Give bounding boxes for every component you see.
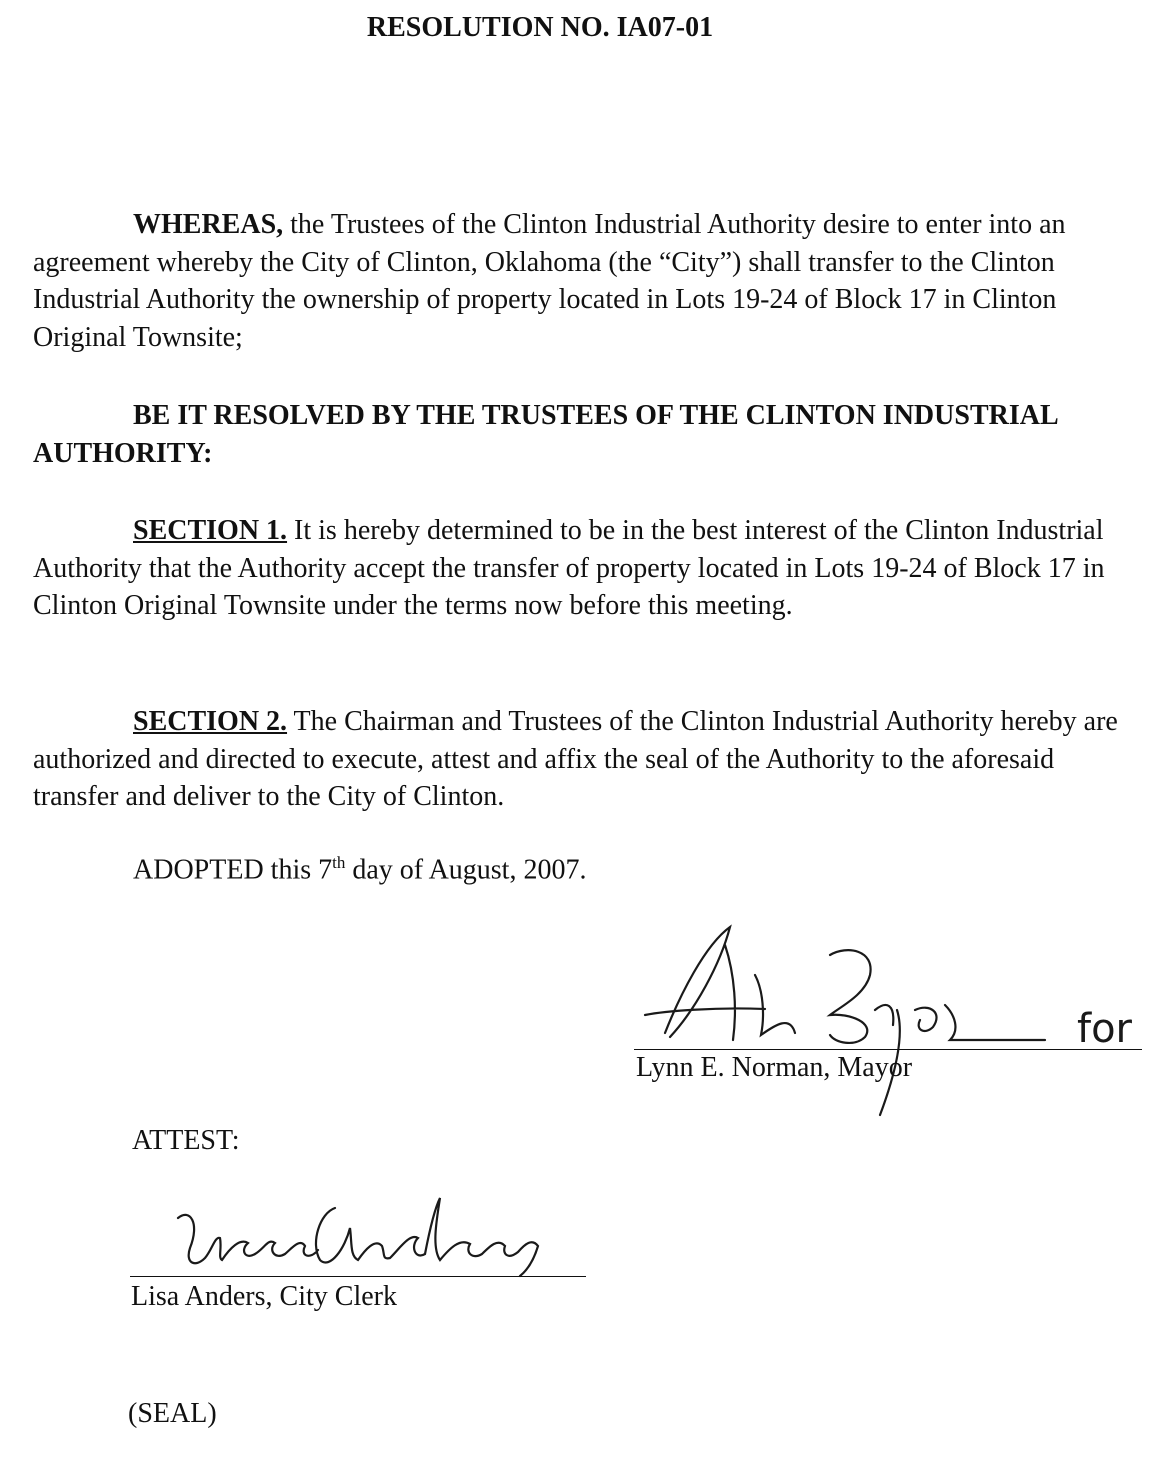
clerk-name-line: Lisa Anders, City Clerk	[131, 1281, 397, 1312]
seal-label: (SEAL)	[128, 1398, 217, 1429]
resolved-paragraph	[33, 397, 1123, 472]
mayor-name-line: Lynn E. Norman, Mayor	[636, 1052, 913, 1083]
adopted-suffix: day of August, 2007.	[345, 854, 587, 886]
mayor-signature-line	[634, 1049, 1142, 1050]
attest-label: ATTEST:	[132, 1125, 240, 1156]
clerk-signature-icon	[160, 1188, 560, 1283]
section1-heading: SECTION 1.	[133, 515, 288, 546]
section1-paragraph	[33, 512, 1123, 625]
whereas-text: the Trustees of the Clinton Industrial Authority desire to enter into an agreement whereby the City of Clinton, Oklahoma (the “City”) shall transfer to the Clinton Industrial Authority the ownership of property located in Lots 19-24 of Block 17 in Clinton Original Townsite;	[33, 209, 1066, 353]
adopted-prefix: ADOPTED this 7	[133, 854, 333, 886]
signature-for-text: for	[1077, 1006, 1132, 1052]
section1-text: It is hereby determined to be in the best interest of the Clinton Industrial Authority that the Authority accept the transfer of property located in Lots 19-24 of Block 17 in Clinton Original Townsite under the terms now before this meeting.	[33, 515, 1105, 621]
section2-heading: SECTION 2.	[133, 706, 288, 737]
adopted-line	[133, 853, 586, 886]
document-title: RESOLUTION NO. IA07-01	[366, 12, 714, 43]
whereas-paragraph	[33, 206, 1123, 356]
resolved-text: BE IT RESOLVED BY THE TRUSTEES OF THE CLINTON INDUSTRIAL AUTHORITY:	[33, 400, 1058, 469]
section2-text: The Chairman and Trustees of the Clinton Industrial Authority hereby are authorized and directed to execute, attest and affix the seal of the Authority to the aforesaid transfer and deliver to the City of Clinton.	[33, 706, 1118, 812]
adopted-superscript: th	[332, 853, 346, 872]
clerk-signature-line	[130, 1276, 586, 1277]
whereas-lead: WHEREAS,	[133, 209, 284, 240]
section2-paragraph	[33, 703, 1123, 816]
mayor-signature-icon	[625, 915, 1065, 1130]
